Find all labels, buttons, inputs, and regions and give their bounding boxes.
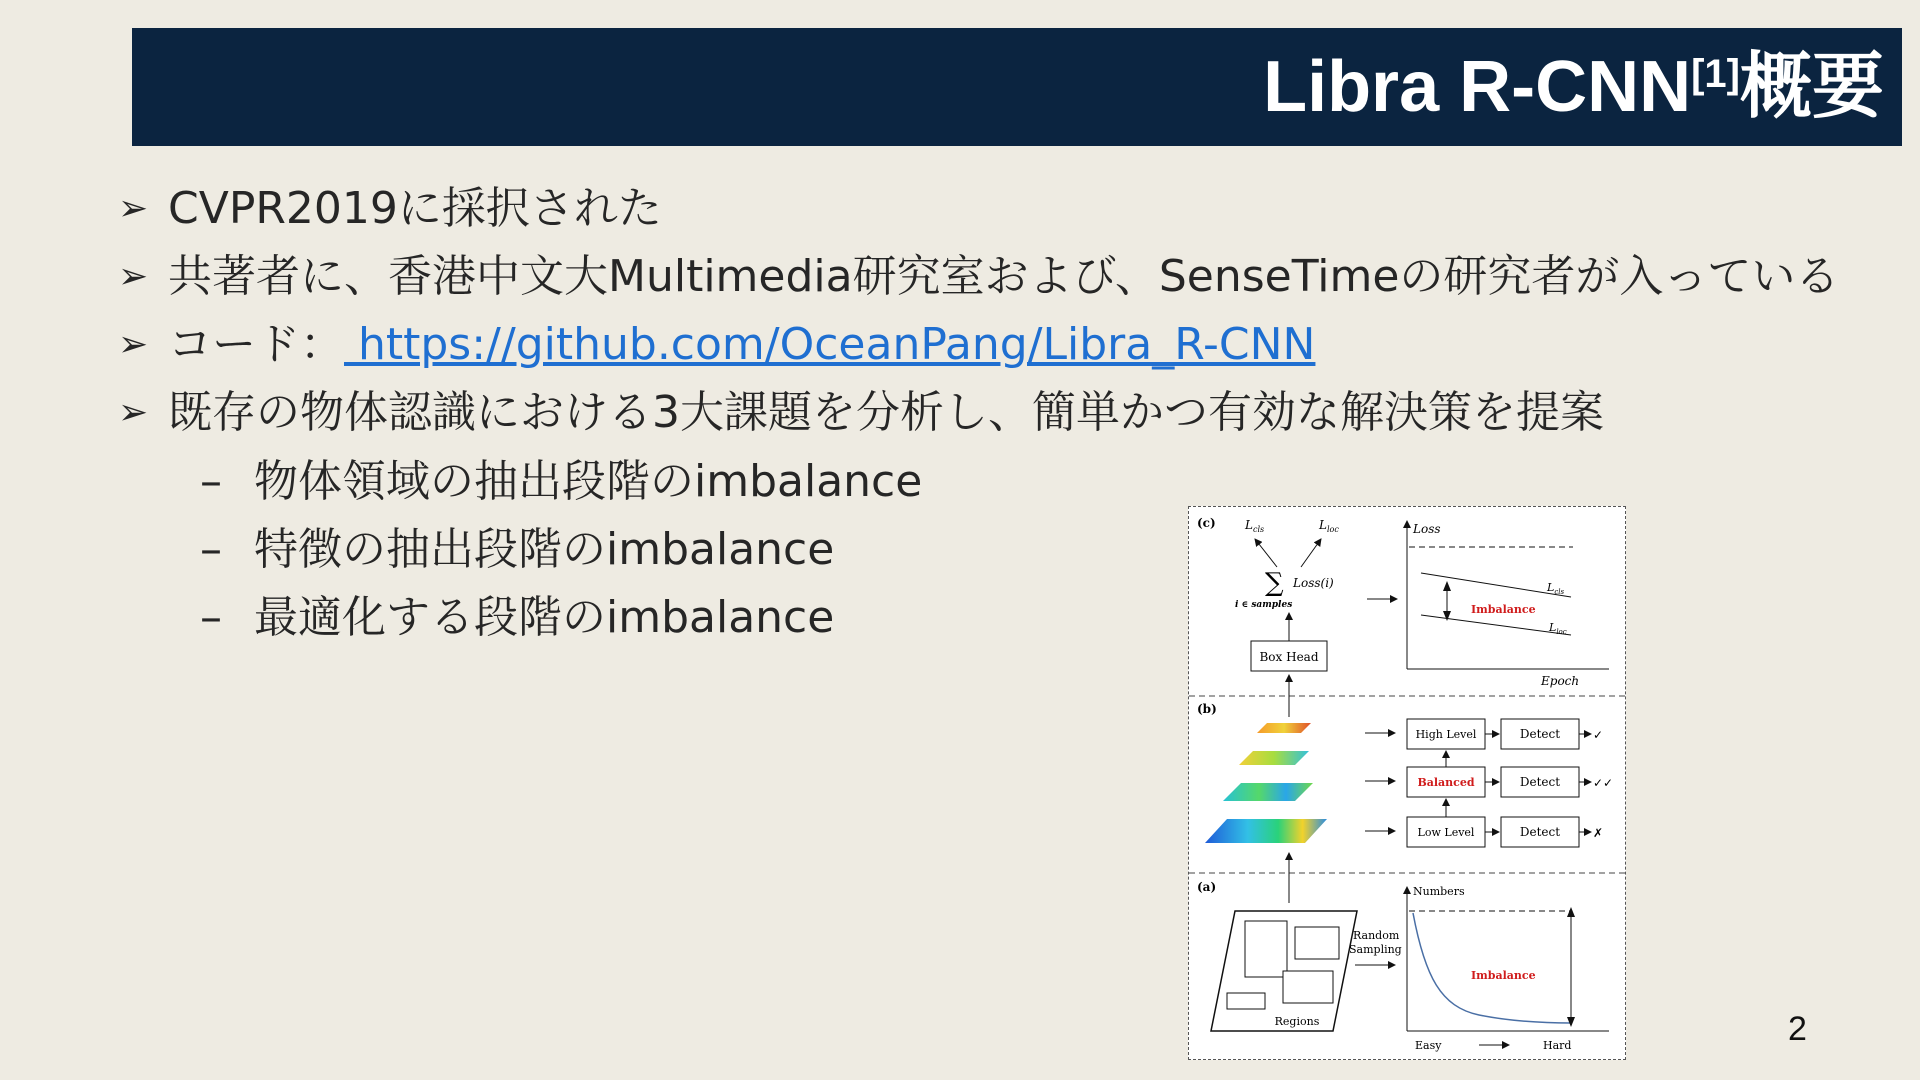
high-level-label: High Level [1415,728,1477,741]
panel-c-label: (c) [1197,516,1216,530]
page-number: 2 [1788,1010,1807,1048]
dash-bullet-icon: – [200,456,222,507]
lcls-label: $L_{cls}$ [1245,518,1265,534]
check-icon: ✓ [1593,728,1604,742]
balanced-label: Balanced [1417,776,1475,789]
imbalance-label-c: Imbalance [1471,603,1536,616]
regions-label: Regions [1274,1015,1320,1028]
bullet-item: ➢ 共著者に、香港中文大Multimedia研究室および、SenseTimeの研究者が入っている [118,244,1858,310]
feature-map-level-3 [1239,751,1309,765]
panel-b-label: (b) [1197,702,1217,716]
loss-term: Loss(i) [1293,576,1334,590]
sub-bullet-item: – 特徴の抽出段階のimbalance [118,516,1858,584]
low-level-label: Low Level [1417,826,1475,839]
lcls-curve-label: $L_{cls}$ [1547,581,1565,596]
dash-bullet-icon: – [200,592,222,643]
sampling-label: Sampling [1349,943,1402,956]
dash-bullet-icon: – [200,524,222,575]
sub-bullet-item: – 最適化する段階のimbalance [118,584,1858,652]
detect-label: Detect [1519,727,1561,741]
panel-a-label: (a) [1197,880,1217,894]
double-check-icon: ✓✓ [1593,776,1614,790]
sum-range: i ∈ samples [1235,600,1293,610]
arrow-bullet-icon: ➢ [118,188,149,229]
title-bar [132,28,1902,146]
lloc-label: $L_{loc}$ [1319,518,1339,534]
lloc-curve-label: $L_{loc}$ [1549,621,1567,636]
sub-bullet-item: – 物体領域の抽出段階のimbalance [118,448,1858,516]
libra-rcnn-figure [1188,506,1626,1060]
github-link[interactable]: https://github.com/OceanPang/Libra_R-CNN [344,319,1316,370]
bullet-item: ➢ CVPR2019に採択された [118,176,1858,242]
box-head-label: Box Head [1259,650,1319,664]
detect-label: Detect [1519,825,1561,839]
random-label: Random [1353,929,1400,942]
detect-label: Detect [1519,775,1561,789]
sample-distribution-curve [1413,913,1571,1023]
arrow-bullet-icon: ➢ [118,392,149,433]
cross-icon: ✗ [1593,826,1604,840]
hard-label: Hard [1543,1039,1572,1052]
feature-map-level-2 [1223,783,1313,801]
feature-map-level-1 [1205,819,1327,843]
sum-symbol: ∑ [1265,568,1284,598]
arrow-bullet-icon: ➢ [118,324,149,365]
loss-axis-label: Loss [1413,522,1441,536]
bullet-item: ➢ コード： https://github.com/OceanPang/Libra_R-CNN [118,312,1858,378]
easy-label: Easy [1415,1039,1442,1052]
numbers-axis-label: Numbers [1413,885,1465,898]
imbalance-label-a: Imbalance [1471,969,1536,982]
feature-map-level-4 [1257,723,1311,733]
bullet-item: ➢ 既存の物体認識における3大課題を分析し、簡単かつ有効な解決策を提案 [118,380,1858,446]
arrow-bullet-icon: ➢ [118,256,149,297]
figure-svg [1189,507,1625,1059]
epoch-axis-label: Epoch [1541,674,1580,688]
slide-title: Libra R-CNN[1]概要 [1263,47,1884,127]
